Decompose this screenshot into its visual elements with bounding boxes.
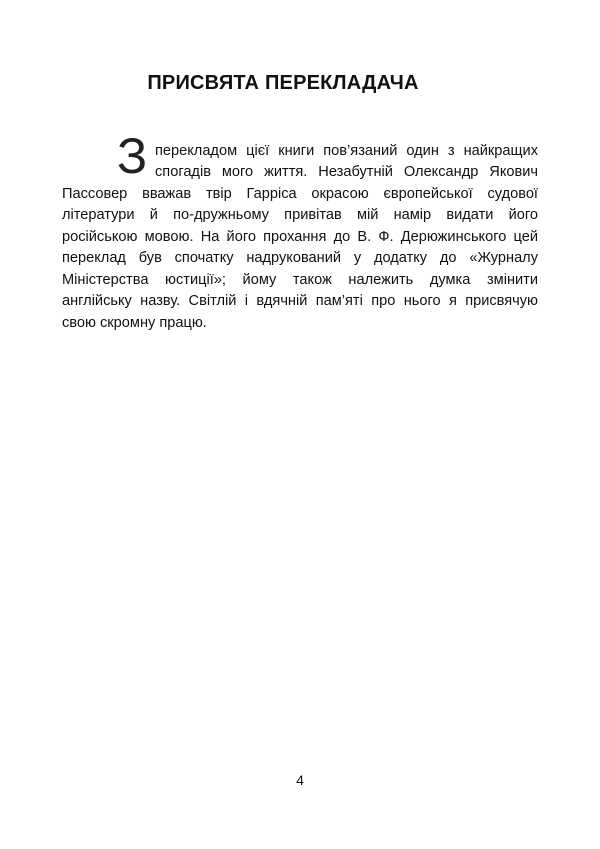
paragraph-line: літератури й по-дружньому привітав мій намір видати його (62, 207, 538, 223)
paragraph-line: Міністерства юстиції»; йому також належить думка змінити (62, 272, 538, 288)
paragraph-line: перекладом цієї книги пов’язаний один з найкращих (155, 143, 538, 159)
drop-cap: З (117, 128, 148, 184)
paragraph-line: Пассовер вважав твір Гарріса окрасою європейської судової (62, 186, 538, 202)
paragraph-line: спогадів мого життя. Незабутній Олександр Якович (155, 164, 538, 180)
paragraph-line: переклад був спочатку надрукований у додатку до «Журналу (62, 250, 538, 266)
paragraph-line: свою скромну працю. (62, 315, 207, 331)
page-title: ПРИСВЯТА ПЕРЕКЛАДАЧА (147, 72, 419, 94)
paragraph-line: російською мовою. На його прохання до В. Ф. Дерюжинського цей (62, 229, 538, 245)
page-number: 4 (296, 772, 304, 788)
paragraph-line: англійську назву. Світлій і вдячній пам’яті про нього я присвячую (62, 293, 538, 309)
